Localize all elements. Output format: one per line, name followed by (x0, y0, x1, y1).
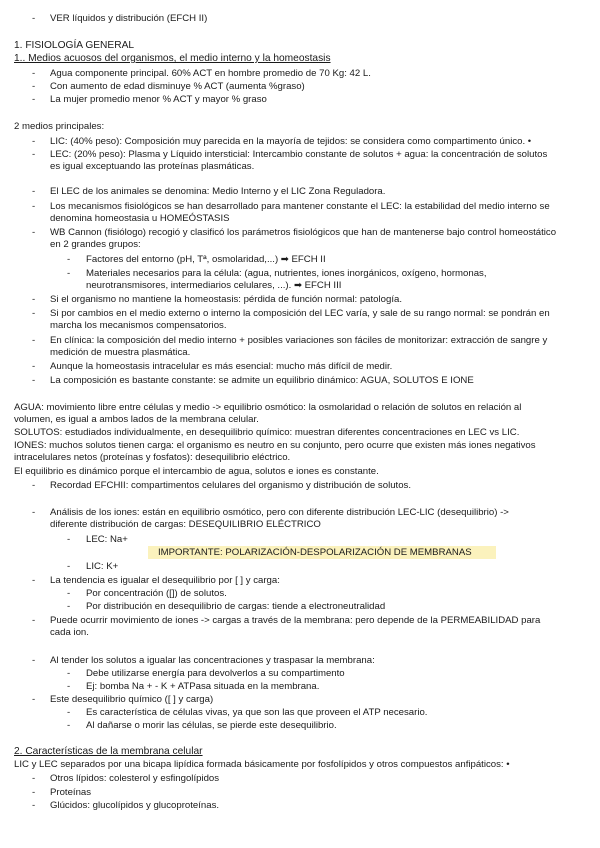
list-dash: - (32, 375, 36, 386)
list-item: Puede ocurrir movimiento de iones -> cargas a través de la membrana: pero depende de la PERMEABILIDAD para (50, 615, 541, 626)
sub-list-item: Por concentración ([]) de solutos. (86, 588, 227, 599)
paragraph: AGUA: movimiento libre entre células y medio -> equilibrio osmótico: la osmolaridad o relación de solutos en relación al (14, 402, 522, 413)
sub-list-item: Por distribución en desequilibrio de cargas: tiende a electroneutralidad (86, 601, 386, 612)
list-dash: - (32, 694, 36, 705)
list-dash: - (32, 308, 36, 319)
paragraph: intracelulares netos (proteínas y fosfatos): desequilibrio eléctrico. (14, 452, 291, 463)
section-heading: 1. FISIOLOGÍA GENERAL (14, 40, 135, 51)
list-dash: - (67, 268, 71, 279)
list-item: Glúcidos: glucolípidos y glucoproteínas. (50, 800, 220, 811)
list-item: Aunque la homeostasis intracelular es más esencial: mucho más difícil de medir. (50, 361, 393, 372)
sub-list-item: LIC: K+ (86, 561, 119, 572)
list-dash: - (32, 81, 36, 92)
list-item: La mujer promedio menor % ACT y mayor % graso (50, 94, 267, 105)
list-item: Recordad EFCHII: compartimentos celulares del organismo y distribución de solutos. (50, 480, 411, 491)
sub-list-item: Debe utilizarse energía para devolverlos a su compartimento (86, 668, 345, 679)
sub-list-item: Al dañarse o morir las células, se pierde este desequilibrio. (86, 720, 337, 731)
list-item: Análisis de los iones: están en equilibrio osmótico, pero con diferente distribución LEC-LIC (desequilibrio) -> (50, 507, 509, 518)
highlighted-note: IMPORTANTE: POLARIZACIÓN-DESPOLARIZACIÓN DE MEMBRANAS (158, 547, 472, 558)
list-dash: - (32, 136, 36, 147)
list-item: LEC: (20% peso): Plasma y Líquido intersticial: Intercambio constante de solutos + agua: la concentración de solutos (50, 149, 548, 160)
sub-list-item: Materiales necesarios para la célula: (agua, nutrientes, iones inorgánicos, oxígeno, hormonas, (86, 268, 487, 279)
subsection-heading: 1.. Medios acuosos del organismos, el medio interno y la homeostasis (14, 53, 331, 64)
list-dash: - (67, 534, 71, 545)
list-item: WB Cannon (fisiólogo) recogió y clasificó los parámetros fisiológicos que han de mantenerse bajo control homeostático (50, 227, 557, 238)
subsection-heading: 2. Características de la membrana celular (14, 746, 203, 757)
list-dash: - (32, 655, 36, 666)
list-item: LIC: (40% peso): Composición muy parecida en la mayoría de tejidos: se considera como compartimento único. • (50, 136, 532, 147)
list-item: Si el organismo no mantiene la homeostasis: pérdida de función normal: patología. (50, 294, 402, 305)
list-dash: - (67, 561, 71, 572)
sub-list-item: Factores del entorno (pH, Tª, osmolaridad,...) ➡ EFCH II (86, 254, 326, 265)
list-item: Proteínas (50, 787, 92, 798)
list-item: Al tender los solutos a igualar las concentraciones y traspasar la membrana: (50, 655, 375, 666)
list-dash: - (32, 480, 36, 491)
sub-list-item: LEC: Na+ (86, 534, 128, 545)
list-dash: - (32, 787, 36, 798)
list-item: VER líquidos y distribución (EFCH II) (50, 13, 208, 24)
list-dash: - (67, 588, 71, 599)
list-item-continuation: marcha los mecanismos compensatorios. (50, 320, 227, 331)
list-dash: - (32, 149, 36, 160)
list-dash: - (67, 254, 71, 265)
list-dash: - (32, 68, 36, 79)
list-dash: - (32, 615, 36, 626)
list-dash: - (32, 800, 36, 811)
list-item: El LEC de los animales se denomina: Medio Interno y el LIC Zona Reguladora. (50, 186, 386, 197)
list-item: La tendencia es igualar el desequilibrio por [ ] y carga: (50, 575, 280, 586)
list-dash: - (32, 94, 36, 105)
list-dash: - (32, 335, 36, 346)
paragraph: IONES: muchos solutos tienen carga: el organismo es neutro en su conjunto, pero ocurre que existen más iones negativos (14, 440, 536, 451)
list-dash: - (67, 720, 71, 731)
list-item: Los mecanismos fisiológicos se han desarrollado para mantener constante el LEC: la estabilidad del medio interno se (50, 201, 550, 212)
list-item-continuation: en 2 grandes grupos: (50, 239, 141, 250)
list-item: Con aumento de edad disminuye % ACT (aumenta %graso) (50, 81, 305, 92)
list-dash: - (32, 186, 36, 197)
paragraph: LIC y LEC separados por una bicapa lipídica formada básicamente por fosfolípidos y otros compuestos anfipáticos: • (14, 759, 510, 770)
list-item: Otros lípidos: colesterol y esfingolípidos (50, 773, 220, 784)
list-dash: - (32, 575, 36, 586)
list-item: En clínica: la composición del medio interno + posibles variaciones son fáciles de monitorizar: extracción de sangre y (50, 335, 548, 346)
list-item: Agua componente principal. 60% ACT en hombre promedio de 70 Kg: 42 L. (50, 68, 371, 79)
sub-list-item-continuation: neurotransmisores, intermediarios celulares, ...). ➡ EFCH III (86, 280, 342, 291)
paragraph: SOLUTOS: estudiados individualmente, en desequilibrio químico: muestran diferentes concentraciones en LEC vs LIC. (14, 427, 520, 438)
list-dash: - (67, 707, 71, 718)
list-item: La composición es bastante constante: se admite un equilibrio dinámico: AGUA, SOLUTOS E IONE (50, 375, 474, 386)
sub-list-item: Es característica de células vivas, ya que son las que proveen el ATP necesario. (86, 707, 428, 718)
list-dash: - (32, 361, 36, 372)
list-item: Si por cambios en el medio externo o interno la composición del LEC varía, y sale de su rango normal: se pondrán en (50, 308, 550, 319)
list-dash: - (32, 201, 36, 212)
paragraph: 2 medios principales: (14, 121, 105, 132)
list-item-continuation: medición de muestra plasmática. (50, 347, 191, 358)
list-dash: - (32, 227, 36, 238)
list-item-continuation: denomina homeostasia u HOMEÓSTASIS (50, 213, 230, 224)
list-dash: - (67, 668, 71, 679)
list-item-continuation: cada ion. (50, 627, 89, 638)
list-item: Este desequilibrio químico ([ ] y carga) (50, 694, 214, 705)
list-dash: - (32, 773, 36, 784)
list-dash: - (32, 507, 36, 518)
list-item-continuation: diferente distribución de cargas: DESEQUILIBRIO ELÉCTRICO (50, 519, 321, 530)
list-dash: - (67, 681, 71, 692)
list-dash: - (32, 294, 36, 305)
list-dash: - (32, 13, 36, 24)
list-item-continuation: es igual exceptuando las proteínas plasmáticas. (50, 161, 255, 172)
paragraph: El equilibrio es dinámico porque el intercambio de agua, solutos e iones es constante. (14, 466, 379, 477)
paragraph: volumen, es igual a ambos lados de la membrana celular. (14, 414, 259, 425)
list-dash: - (67, 601, 71, 612)
sub-list-item: Ej: bomba Na + - K + ATPasa situada en la membrana. (86, 681, 320, 692)
